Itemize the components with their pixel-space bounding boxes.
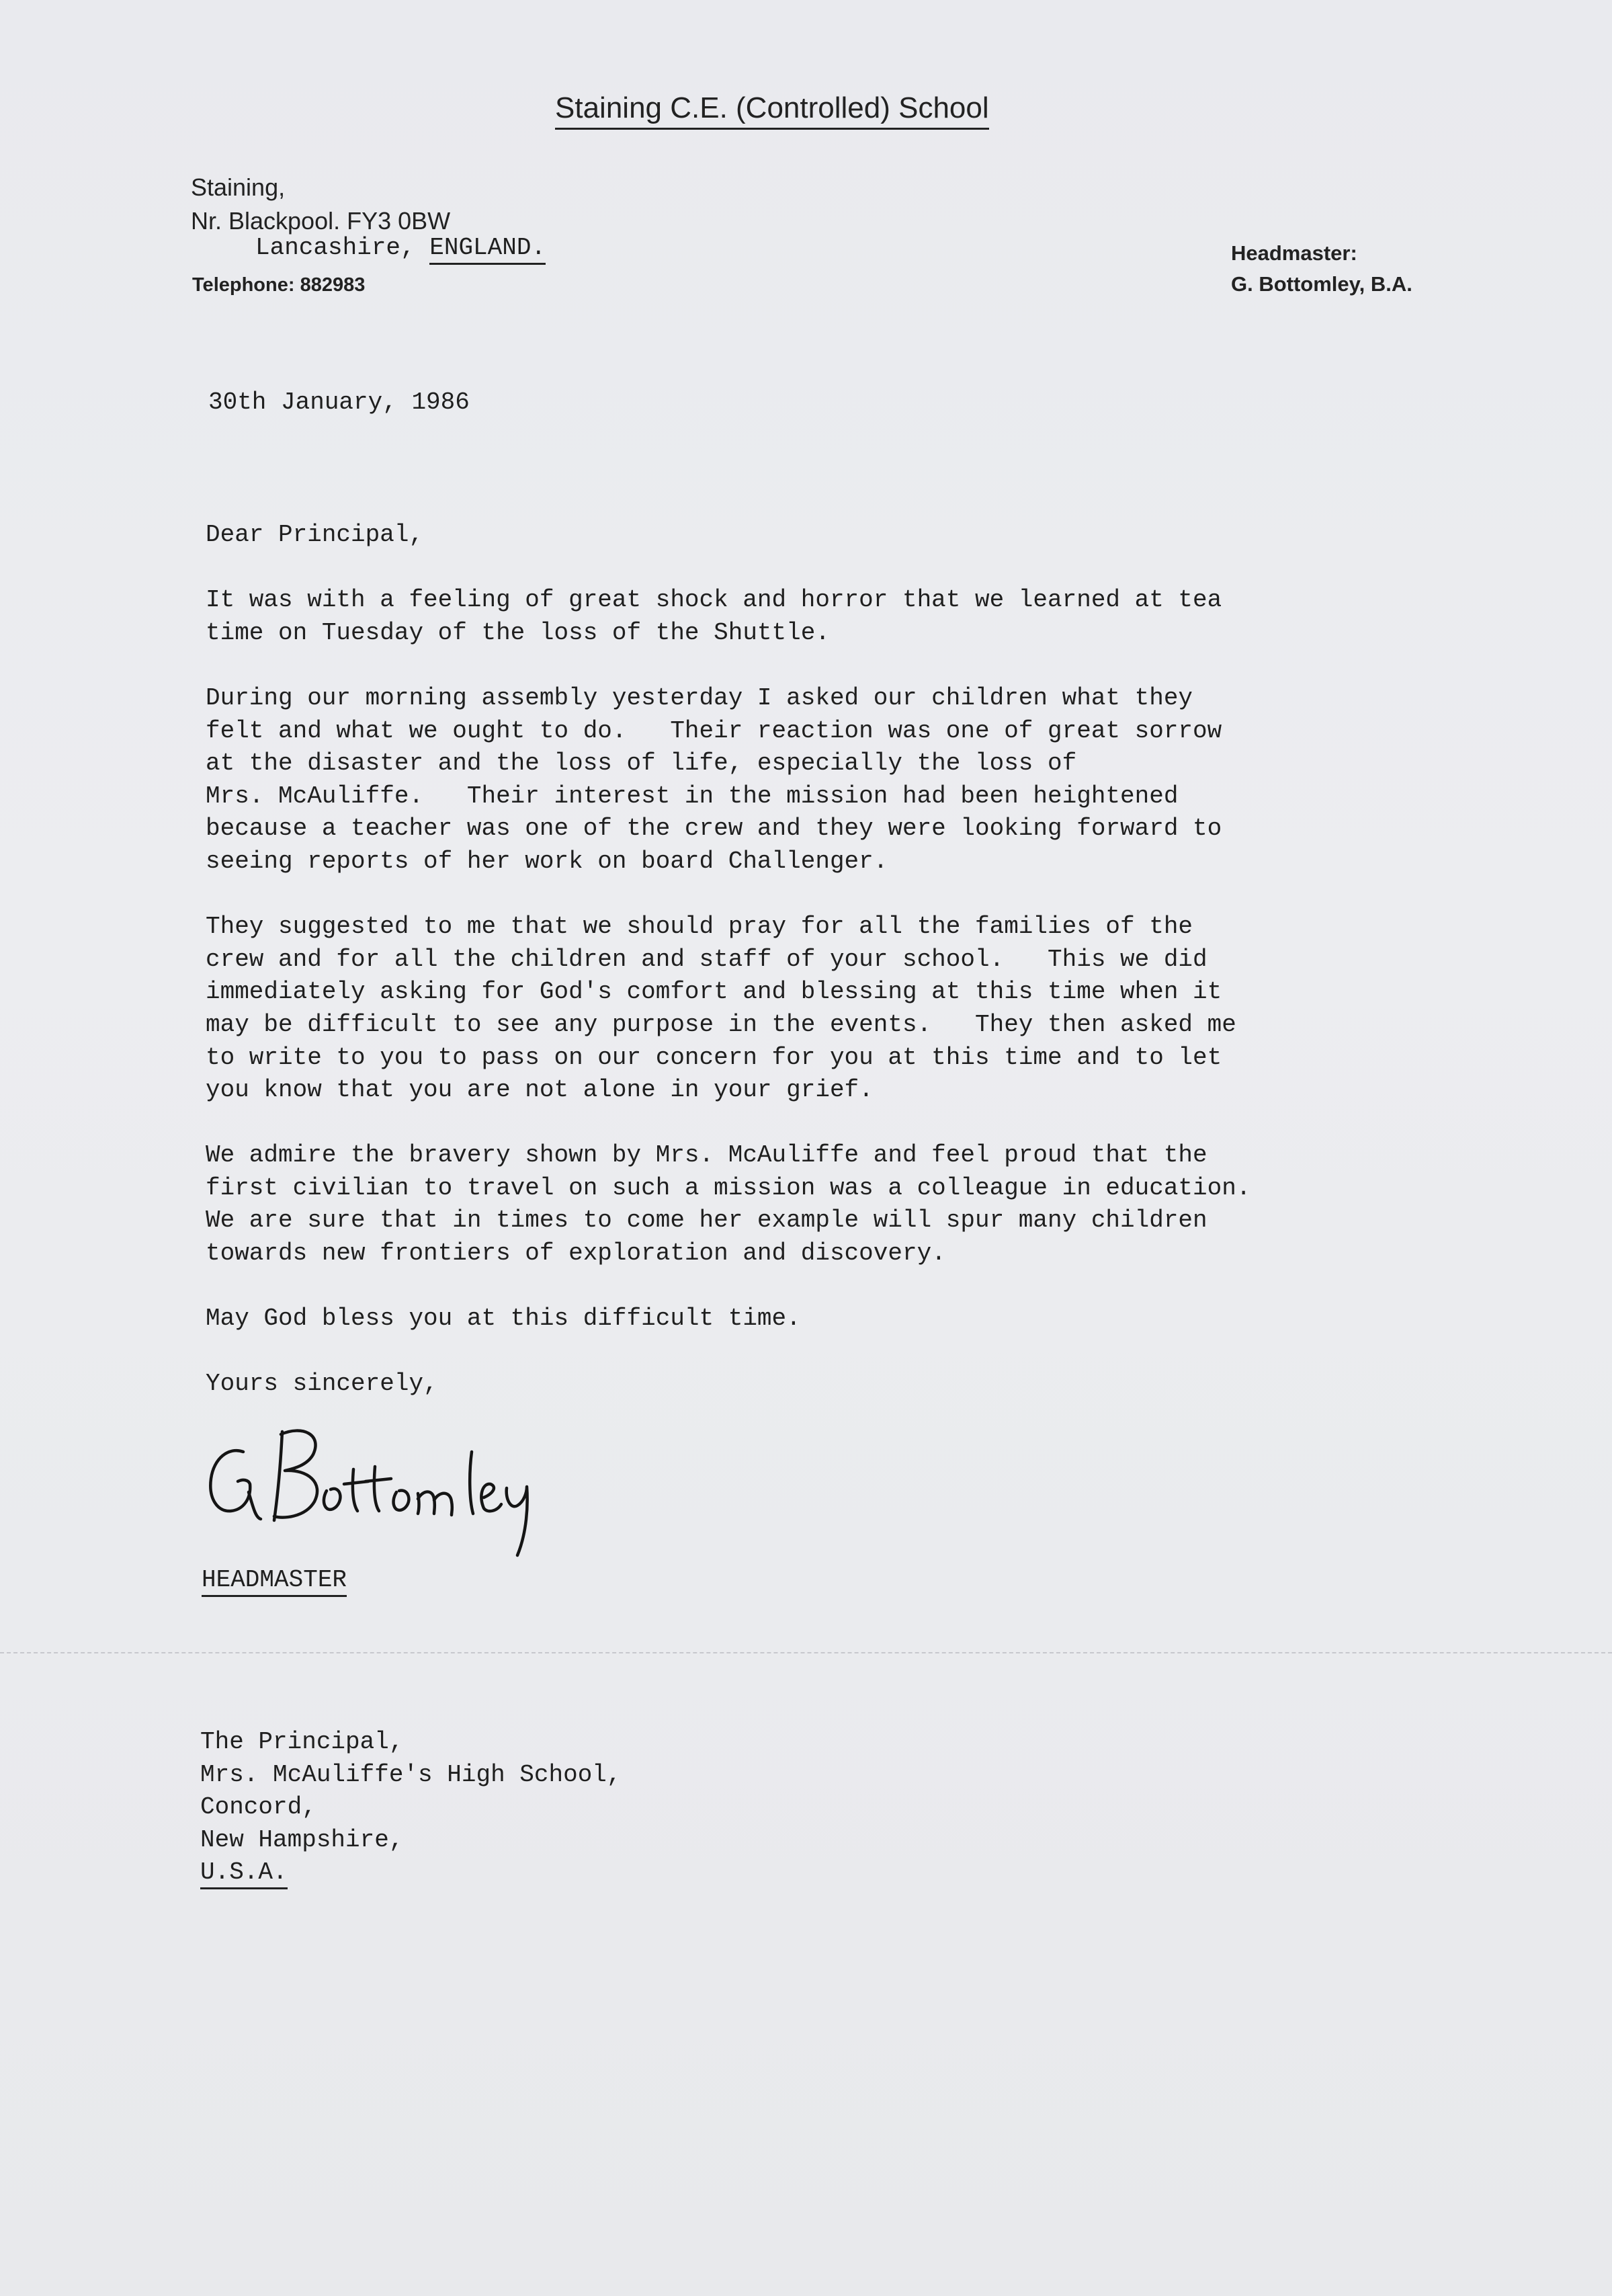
school-title: Staining C.E. (Controlled) School [555, 91, 989, 130]
salutation: Dear Principal, [206, 521, 424, 548]
handwritten-signature [202, 1405, 564, 1580]
closing: Yours sincerely, [206, 1370, 438, 1398]
paragraph-2: During our morning assembly yesterday I asked our children what they felt and what we ought to do. Their reaction was one of great sorrow at the disaster and the loss of life, especially the loss of Mrs. McAuliffe. Their interest in the mission had been heightened because a teacher was one of the crew and they were looking forward to seeing reports of her work on board Challenger. [206, 684, 1222, 875]
address-line-2: Nr. Blackpool. FY3 0BW [191, 207, 451, 235]
address-line-3 [255, 234, 546, 261]
recipient-line-3: Concord, [200, 1793, 316, 1821]
paragraph-5: May God bless you at this difficult time. [206, 1305, 801, 1333]
paragraph-3: They suggested to me that we should pray for all the families of the crew and for all the children and staff of your school. This we did immediately asking for God's comfort and blessing at this time when it may be difficult to see any purpose in the events. They then asked me to write to you to pass on our concern for you at this time and to let you know that you are not alone in your grief. [206, 913, 1236, 1104]
headmaster-label: Headmaster: [1231, 241, 1357, 265]
recipient-line-1: The Principal, [200, 1728, 404, 1756]
signer-title-text: HEADMASTER [202, 1566, 347, 1597]
letter-date: 30th January, 1986 [208, 388, 470, 416]
country-text: ENGLAND. [429, 234, 546, 265]
recipient-line-5-wrap [200, 1856, 622, 1889]
recipient-line-5: U.S.A. [200, 1858, 288, 1889]
recipient-address [200, 1726, 622, 1889]
headmaster-block [1231, 238, 1412, 300]
paragraph-4: We admire the bravery shown by Mrs. McAuliffe and feel proud that the first civilian to travel on such a mission was a colleague in education. We are sure that in times to come her example will spur many children towards new frontiers of exploration and discovery. [206, 1141, 1251, 1268]
county-text: Lancashire, [255, 234, 430, 261]
recipient-line-2: Mrs. McAuliffe's High School, [200, 1760, 622, 1789]
telephone: Telephone: 882983 [192, 274, 366, 296]
recipient-line-4: New Hampshire, [200, 1826, 404, 1854]
signer-title [202, 1566, 347, 1594]
letter-body [206, 519, 1415, 1434]
headmaster-name: G. Bottomley, B.A. [1231, 272, 1412, 296]
fold-line [0, 1652, 1612, 1653]
address-line-1: Staining, [191, 173, 286, 201]
paragraph-1: It was with a feeling of great shock and horror that we learned at tea time on Tuesday of the loss of the Shuttle. [206, 586, 1222, 647]
